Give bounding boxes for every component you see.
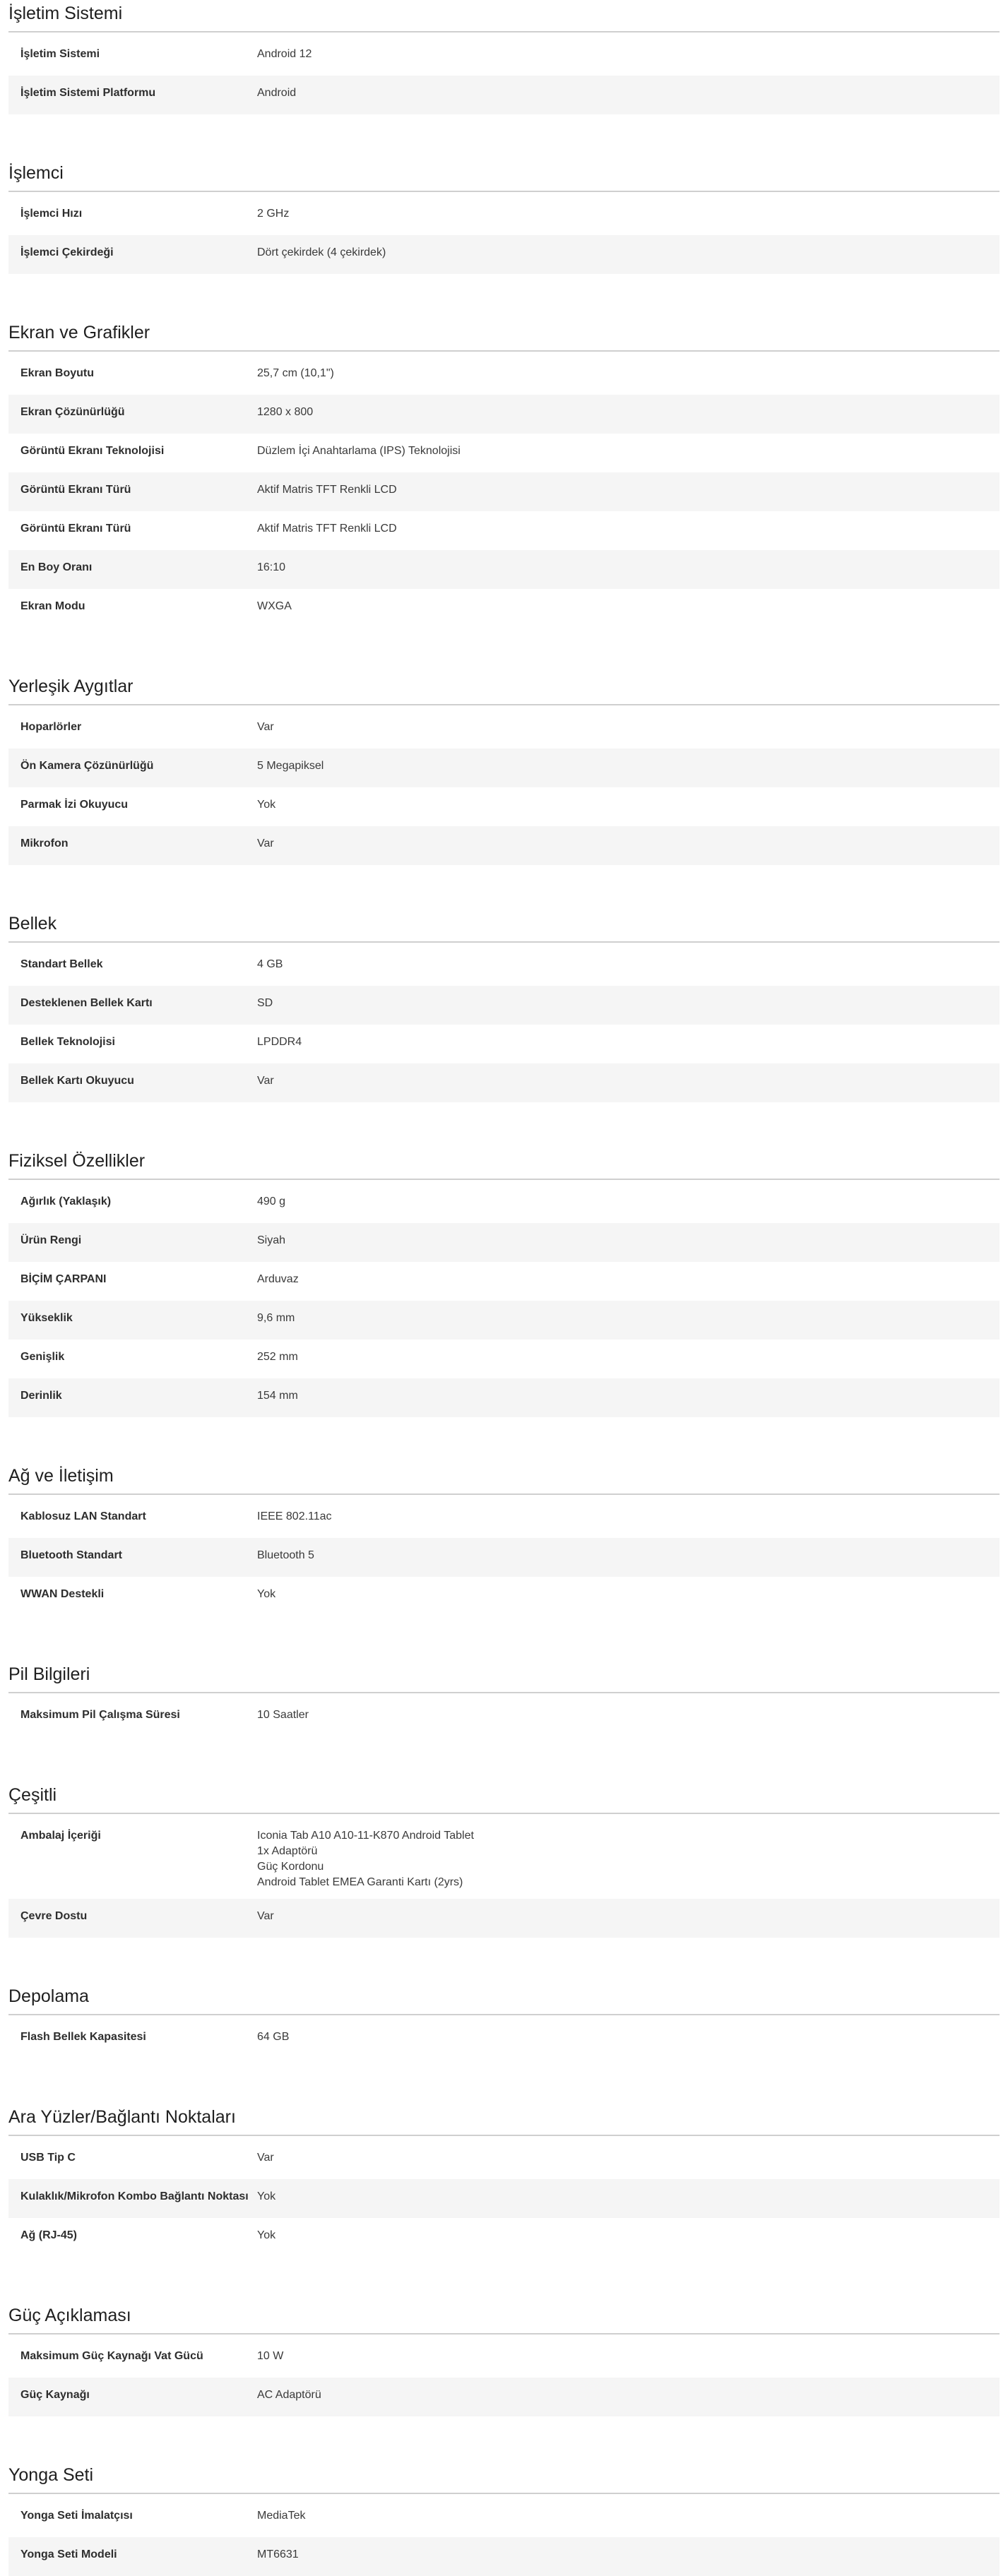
spec-row bbox=[8, 511, 1000, 550]
spec-row bbox=[8, 395, 1000, 434]
spec-label: Yonga Seti Modeli bbox=[20, 2548, 117, 2560]
section-title: Güç Açıklaması bbox=[8, 2302, 1000, 2334]
spec-row bbox=[8, 589, 1000, 628]
spec-row bbox=[8, 947, 1000, 986]
spec-label: Görüntü Ekranı Teknolojisi bbox=[20, 445, 165, 457]
spec-value-line: 10 Saatler bbox=[257, 1709, 309, 1721]
spec-value bbox=[257, 85, 1000, 101]
spec-value-line: 490 g bbox=[257, 1195, 286, 1208]
spec-value bbox=[257, 1073, 1000, 1089]
spec-label: Ağ (RJ-45) bbox=[20, 2229, 78, 2241]
spec-label: Parmak İzi Okuyucu bbox=[20, 799, 129, 811]
spec-row bbox=[8, 196, 1000, 235]
spec-section bbox=[8, 1782, 1000, 1938]
spec-section bbox=[8, 0, 1000, 114]
spec-value bbox=[257, 1034, 1000, 1050]
spec-row bbox=[8, 1577, 1000, 1616]
spec-value bbox=[257, 2029, 1000, 2045]
spec-value-line: Aktif Matris TFT Renkli LCD bbox=[257, 484, 397, 496]
spec-value-line: Güç Kordonu bbox=[257, 1861, 324, 1873]
spec-label: BİÇİM ÇARPANI bbox=[20, 1273, 107, 1285]
spec-label: Maksimum Güç Kaynağı Vat Gücü bbox=[20, 2350, 203, 2362]
spec-row bbox=[8, 1301, 1000, 1340]
spec-value bbox=[257, 1272, 1000, 1287]
spec-value-line: Var bbox=[257, 837, 274, 849]
spec-row bbox=[8, 787, 1000, 826]
spec-row bbox=[8, 1184, 1000, 1223]
spec-value bbox=[257, 1587, 1000, 1602]
section-title: Bellek bbox=[8, 910, 1000, 943]
spec-label: Genişlik bbox=[20, 1351, 65, 1363]
spec-row bbox=[8, 986, 1000, 1025]
spec-value bbox=[257, 1311, 1000, 1326]
spec-row bbox=[8, 710, 1000, 749]
spec-table bbox=[8, 2339, 1000, 2416]
spec-value-line: 9,6 mm bbox=[257, 1312, 295, 1324]
spec-row bbox=[8, 550, 1000, 589]
spec-value-line: Var bbox=[257, 2152, 274, 2164]
spec-value-line: Iconia Tab A10 A10-11-K870 Android Tablet bbox=[257, 1830, 474, 1842]
spec-row bbox=[8, 472, 1000, 511]
spec-value bbox=[257, 1233, 1000, 1248]
spec-value-line: Var bbox=[257, 721, 274, 733]
spec-value-line: Var bbox=[257, 1075, 274, 1087]
spec-table bbox=[8, 356, 1000, 628]
spec-label: Kulaklık/Mikrofon Kombo Bağlantı Noktası bbox=[20, 2190, 249, 2202]
spec-value-line: 10 W bbox=[257, 2350, 284, 2362]
spec-label: Ürün Rengi bbox=[20, 1234, 82, 1246]
spec-value bbox=[257, 1349, 1000, 1365]
spec-row bbox=[8, 1698, 1000, 1736]
spec-row bbox=[8, 1223, 1000, 1262]
spec-value bbox=[257, 366, 1000, 381]
spec-value bbox=[257, 2508, 1000, 2524]
spec-value-line: 25,7 cm (10,1") bbox=[257, 367, 334, 379]
spec-label: WWAN Destekli bbox=[20, 1588, 105, 1600]
spec-section bbox=[8, 2104, 1000, 2257]
spec-table bbox=[8, 2498, 1000, 2576]
spec-label: İşletim Sistemi bbox=[20, 48, 100, 60]
spec-row bbox=[8, 434, 1000, 472]
spec-label: En Boy Oranı bbox=[20, 561, 93, 573]
spec-value bbox=[257, 47, 1000, 62]
spec-section bbox=[8, 1147, 1000, 1417]
spec-value bbox=[257, 797, 1000, 813]
spec-value-line: Dört çekirdek (4 çekirdek) bbox=[257, 246, 386, 258]
spec-row bbox=[8, 235, 1000, 274]
spec-row bbox=[8, 1818, 1000, 1899]
spec-label: Ekran Çözünürlüğü bbox=[20, 406, 125, 418]
spec-row bbox=[8, 1538, 1000, 1577]
spec-value-line: LPDDR4 bbox=[257, 1036, 302, 1048]
spec-value-line: AC Adaptörü bbox=[257, 2389, 321, 2401]
spec-value bbox=[257, 720, 1000, 735]
spec-row bbox=[8, 356, 1000, 395]
spec-table bbox=[8, 1698, 1000, 1736]
section-title: Ağ ve İletişim bbox=[8, 1462, 1000, 1495]
spec-row bbox=[8, 2378, 1000, 2416]
spec-value bbox=[257, 482, 1000, 498]
spec-label: Ekran Boyutu bbox=[20, 367, 95, 379]
spec-value-line: 1x Adaptörü bbox=[257, 1845, 318, 1857]
spec-value-line: 4 GB bbox=[257, 958, 283, 970]
spec-value-line: Aktif Matris TFT Renkli LCD bbox=[257, 523, 397, 535]
spec-row bbox=[8, 2339, 1000, 2378]
spec-value bbox=[257, 1548, 1000, 1563]
spec-value-line: WXGA bbox=[257, 600, 292, 612]
spec-row bbox=[8, 2218, 1000, 2257]
spec-row bbox=[8, 1063, 1000, 1102]
spec-label: İşlemci Hızı bbox=[20, 208, 83, 220]
spec-value bbox=[257, 599, 1000, 614]
spec-label: Maksimum Pil Çalışma Süresi bbox=[20, 1709, 180, 1721]
spec-label: Görüntü Ekranı Türü bbox=[20, 523, 131, 535]
spec-value-line: MediaTek bbox=[257, 2510, 306, 2522]
spec-row bbox=[8, 1378, 1000, 1417]
spec-label: Yükseklik bbox=[20, 1312, 73, 1324]
spec-value-line: SD bbox=[257, 997, 273, 1009]
spec-section bbox=[8, 673, 1000, 865]
spec-label: Ekran Modu bbox=[20, 600, 85, 612]
spec-value bbox=[257, 2228, 1000, 2243]
spec-value bbox=[257, 1909, 1000, 1924]
spec-label: Ağırlık (Yaklaşık) bbox=[20, 1195, 112, 1208]
spec-value-line: Arduvaz bbox=[257, 1273, 299, 1285]
spec-table bbox=[8, 710, 1000, 865]
section-title: Ara Yüzler/Bağlantı Noktaları bbox=[8, 2104, 1000, 2136]
spec-value bbox=[257, 405, 1000, 420]
spec-label: Yonga Seti İmalatçısı bbox=[20, 2510, 133, 2522]
spec-label: Güç Kaynağı bbox=[20, 2389, 90, 2401]
spec-label: İşletim Sistemi Platformu bbox=[20, 87, 156, 99]
spec-value bbox=[257, 443, 1000, 459]
spec-value bbox=[257, 521, 1000, 537]
spec-value bbox=[257, 2349, 1000, 2364]
spec-value-line: Yok bbox=[257, 1588, 276, 1600]
spec-row bbox=[8, 749, 1000, 787]
spec-row bbox=[8, 1499, 1000, 1538]
spec-value-line: Yok bbox=[257, 2190, 276, 2202]
section-title: Pil Bilgileri bbox=[8, 1661, 1000, 1693]
spec-row bbox=[8, 1899, 1000, 1938]
spec-value bbox=[257, 1388, 1000, 1404]
spec-row bbox=[8, 826, 1000, 865]
spec-value bbox=[257, 1828, 1000, 1890]
spec-label: Çevre Dostu bbox=[20, 1910, 88, 1922]
spec-value-line: IEEE 802.11ac bbox=[257, 1510, 332, 1522]
spec-section bbox=[8, 1983, 1000, 2058]
spec-value-line: Yok bbox=[257, 2229, 276, 2241]
spec-value-line: 64 GB bbox=[257, 2031, 290, 2043]
spec-row bbox=[8, 2498, 1000, 2537]
spec-row bbox=[8, 2179, 1000, 2218]
spec-value-line: Android 12 bbox=[257, 48, 312, 60]
spec-value bbox=[257, 2387, 1000, 2403]
spec-table bbox=[8, 37, 1000, 114]
spec-value-line: Android bbox=[257, 87, 297, 99]
spec-label: Ambalaj İçeriği bbox=[20, 1830, 101, 1842]
spec-value-line: 154 mm bbox=[257, 1390, 298, 1402]
spec-value-line: Düzlem İçi Anahtarlama (IPS) Teknolojisi bbox=[257, 445, 461, 457]
spec-value bbox=[257, 1194, 1000, 1210]
spec-table bbox=[8, 2020, 1000, 2058]
spec-row bbox=[8, 2537, 1000, 2576]
spec-value bbox=[257, 957, 1000, 972]
spec-label: Mikrofon bbox=[20, 837, 69, 849]
spec-label: USB Tip C bbox=[20, 2152, 76, 2164]
spec-row bbox=[8, 1340, 1000, 1378]
spec-table bbox=[8, 196, 1000, 274]
spec-value-line: Var bbox=[257, 1910, 274, 1922]
spec-section bbox=[8, 910, 1000, 1102]
spec-value-line: Android Tablet EMEA Garanti Kartı (2yrs) bbox=[257, 1876, 463, 1888]
spec-table bbox=[8, 947, 1000, 1102]
spec-value bbox=[257, 560, 1000, 576]
spec-value-line: Bluetooth 5 bbox=[257, 1549, 314, 1561]
section-title: Depolama bbox=[8, 1983, 1000, 2015]
spec-label: İşlemci Çekirdeği bbox=[20, 246, 114, 258]
spec-value-line: 5 Megapiksel bbox=[257, 760, 324, 772]
spec-label: Bellek Kartı Okuyucu bbox=[20, 1075, 134, 1087]
spec-value-line: 1280 x 800 bbox=[257, 406, 314, 418]
spec-section bbox=[8, 1462, 1000, 1616]
spec-value bbox=[257, 836, 1000, 852]
spec-row bbox=[8, 1025, 1000, 1063]
spec-value bbox=[257, 1509, 1000, 1525]
spec-row bbox=[8, 76, 1000, 114]
spec-table bbox=[8, 2140, 1000, 2257]
spec-label: Kablosuz LAN Standart bbox=[20, 1510, 146, 1522]
section-title: Çeşitli bbox=[8, 1782, 1000, 1814]
spec-value bbox=[257, 2189, 1000, 2205]
spec-value bbox=[257, 2150, 1000, 2166]
spec-value bbox=[257, 245, 1000, 261]
spec-row bbox=[8, 37, 1000, 76]
spec-label: Görüntü Ekranı Türü bbox=[20, 484, 131, 496]
spec-value bbox=[257, 2547, 1000, 2563]
section-title: Fiziksel Özellikler bbox=[8, 1147, 1000, 1180]
spec-value-line: Siyah bbox=[257, 1234, 286, 1246]
spec-section bbox=[8, 2462, 1000, 2576]
spec-value bbox=[257, 996, 1000, 1011]
spec-label: Standart Bellek bbox=[20, 958, 103, 970]
spec-table bbox=[8, 1818, 1000, 1938]
section-title: İşletim Sistemi bbox=[8, 0, 1000, 32]
spec-label: Bellek Teknolojisi bbox=[20, 1036, 115, 1048]
spec-value-line: Yok bbox=[257, 799, 276, 811]
spec-value-line: 2 GHz bbox=[257, 208, 290, 220]
spec-label: Flash Bellek Kapasitesi bbox=[20, 2031, 146, 2043]
spec-table bbox=[8, 1184, 1000, 1417]
spec-value-line: MT6631 bbox=[257, 2548, 299, 2560]
spec-row bbox=[8, 2140, 1000, 2179]
spec-section bbox=[8, 1661, 1000, 1736]
spec-label: Ön Kamera Çözünürlüğü bbox=[20, 760, 154, 772]
spec-table bbox=[8, 1499, 1000, 1616]
section-title: İşlemci bbox=[8, 160, 1000, 192]
spec-value-line: 252 mm bbox=[257, 1351, 298, 1363]
spec-label: Bluetooth Standart bbox=[20, 1549, 122, 1561]
spec-label: Hoparlörler bbox=[20, 721, 82, 733]
spec-label: Desteklenen Bellek Kartı bbox=[20, 997, 153, 1009]
section-title: Yonga Seti bbox=[8, 2462, 1000, 2494]
spec-label: Derinlik bbox=[20, 1390, 62, 1402]
section-title: Yerleşik Aygıtlar bbox=[8, 673, 1000, 705]
spec-row bbox=[8, 2020, 1000, 2058]
spec-section bbox=[8, 2302, 1000, 2416]
spec-value-line: 16:10 bbox=[257, 561, 286, 573]
spec-value bbox=[257, 206, 1000, 222]
spec-value bbox=[257, 758, 1000, 774]
section-title: Ekran ve Grafikler bbox=[8, 319, 1000, 352]
spec-section bbox=[8, 319, 1000, 628]
spec-value bbox=[257, 1707, 1000, 1723]
spec-row bbox=[8, 1262, 1000, 1301]
spec-section bbox=[8, 160, 1000, 274]
